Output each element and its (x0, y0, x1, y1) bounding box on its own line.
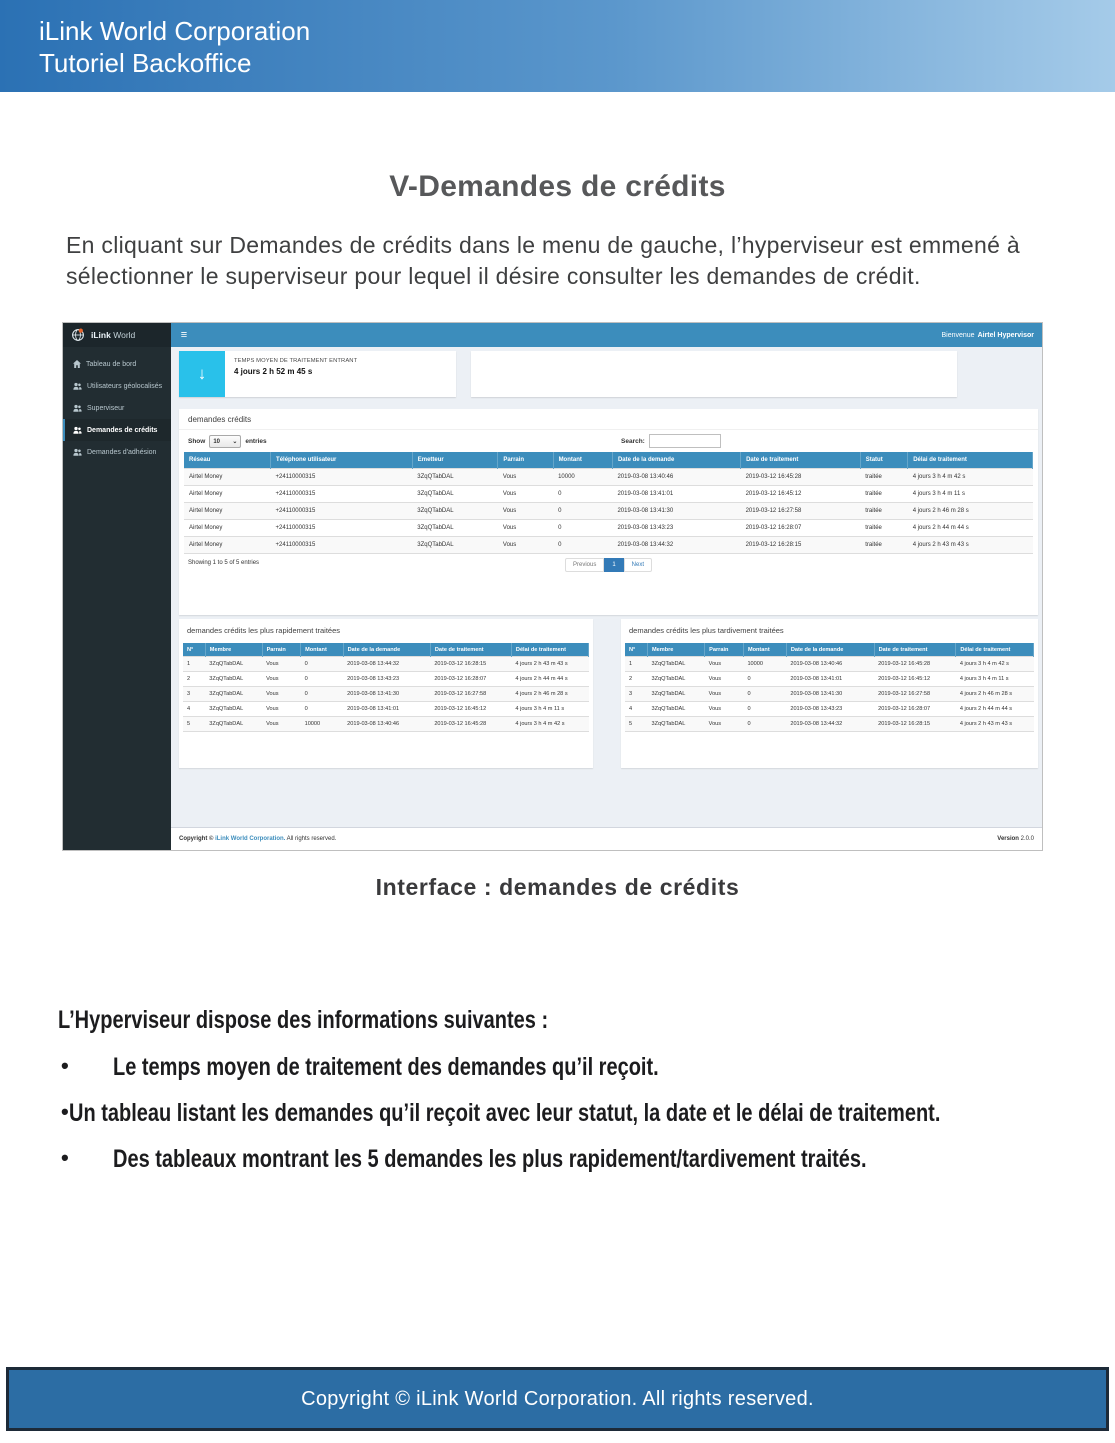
table-cell: 1 (625, 657, 647, 672)
infobox-label: TEMPS MOYEN DE TRAITEMENT ENTRANT (234, 358, 358, 364)
table-cell: 2019-03-12 16:27:58 (741, 503, 861, 520)
document-subtitle: Tutoriel Backoffice (39, 48, 252, 78)
table-cell: 4 jours 2 h 46 m 28 s (956, 687, 1034, 702)
company-name: iLink World Corporation (39, 16, 311, 46)
table-cell: 4 jours 2 h 43 m 43 s (511, 657, 588, 672)
home-icon (73, 360, 81, 368)
table-cell: 2019-03-08 13:40:46 (612, 469, 740, 486)
page-1-button[interactable]: 1 (604, 558, 623, 572)
sidebar-item-label: Superviseur (87, 404, 125, 412)
table-cell: 2019-03-12 16:28:15 (430, 657, 511, 672)
table-cell: Vous (262, 702, 301, 717)
table-cell: 2019-03-12 16:45:12 (741, 486, 861, 503)
table-cell: 0 (553, 503, 612, 520)
users-icon (73, 382, 82, 390)
table-cell: 3ZqQTabDAL (412, 520, 498, 537)
page-title: V-Demandes de crédits (389, 170, 726, 203)
table-cell: Airtel Money (184, 503, 271, 520)
table-cell: 4 jours 3 h 4 m 11 s (511, 702, 588, 717)
table-cell: 3 (625, 687, 647, 702)
bullet-icon: • (61, 1145, 69, 1170)
column-header: Montant (743, 643, 786, 657)
table-cell: Vous (498, 503, 553, 520)
table-row (625, 702, 1034, 717)
bullet-icon: • (61, 1053, 69, 1078)
table-row (184, 537, 1033, 554)
panel-title: demandes crédits les plus tardivement traitées (629, 626, 784, 635)
credit-requests-panel (179, 409, 1038, 615)
table-row (625, 717, 1034, 732)
sidebar-item-demandes-dadhesion[interactable] (63, 441, 171, 463)
table-cell: 0 (301, 702, 344, 717)
sidebar-item-label: Tableau de bord (86, 360, 137, 368)
column-header: Parrain (705, 643, 744, 657)
table-row (183, 672, 589, 687)
table-cell: 4 jours 3 h 4 m 11 s (956, 672, 1034, 687)
table-row (625, 687, 1034, 702)
table-cell: 4 jours 2 h 44 m 44 s (511, 672, 588, 687)
show-label: Show (188, 438, 206, 445)
document-footer (6, 1367, 1109, 1431)
app-copyright: Copyright © iLink World Corporation. All rights reserved. (179, 836, 337, 842)
latest-processed-panel (621, 619, 1038, 768)
avg-processing-time-infobox (179, 351, 456, 397)
intro-paragraph: En cliquant sur Demandes de crédits dans le menu de gauche, l’hyperviseur est emmené à sélectionner le superviseur pour lequel il désire consulter les demandes de crédit. (66, 232, 1020, 289)
pagination (179, 558, 1038, 572)
column-header: Date de la demande (343, 643, 430, 657)
table-cell: 3ZqQTabDAL (205, 717, 262, 732)
entries-select-value: 10 (213, 438, 221, 445)
table-row (184, 469, 1033, 486)
table-cell: 2019-03-08 13:40:46 (786, 657, 874, 672)
backoffice-screenshot (62, 322, 1043, 851)
table-cell: Airtel Money (184, 520, 271, 537)
table-cell: 3 (183, 687, 205, 702)
table-cell: 0 (743, 672, 786, 687)
column-header: N° (183, 643, 205, 657)
table-cell: 2019-03-12 16:27:58 (430, 687, 511, 702)
table-cell: 2019-03-08 13:44:32 (786, 717, 874, 732)
table-cell: 2019-03-08 13:40:46 (343, 717, 430, 732)
table-cell: 2019-03-12 16:28:07 (430, 672, 511, 687)
table-cell: Vous (262, 672, 301, 687)
table-cell: traitée (860, 486, 908, 503)
sidebar-item-label: Demandes de crédits (87, 426, 158, 434)
table-cell: 2019-03-12 16:45:12 (430, 702, 511, 717)
table-cell: 4 jours 3 h 4 m 42 s (511, 717, 588, 732)
table-cell: traitée (860, 503, 908, 520)
app-footer (171, 827, 1042, 850)
table-cell: 2 (625, 672, 647, 687)
table-cell: Vous (705, 702, 744, 717)
column-header[interactable]: Statut (860, 452, 908, 469)
panel-title: demandes crédits (179, 409, 1038, 430)
column-header: N° (625, 643, 647, 657)
table-row (184, 486, 1033, 503)
table-row (183, 702, 589, 717)
credit-requests-table (184, 452, 1033, 554)
table-cell: 2019-03-08 13:43:23 (612, 520, 740, 537)
sidebar-toggle-icon[interactable]: ≡ (180, 329, 188, 341)
infobox-value: 4 jours 2 h 52 m 45 s (234, 367, 313, 376)
column-header: Membre (205, 643, 262, 657)
table-cell: 0 (743, 687, 786, 702)
list-item: • Un tableau listant les demandes qu’il reçoit avec leur statut, la date et le délai de traitement. (58, 1099, 1098, 1128)
next-page-button[interactable]: Next (624, 558, 652, 572)
table-cell: 3ZqQTabDAL (647, 657, 704, 672)
table-cell: 10000 (743, 657, 786, 672)
table-cell: 2019-03-12 16:45:28 (874, 657, 956, 672)
table-cell: 5 (183, 717, 205, 732)
table-cell: Vous (498, 486, 553, 503)
table-cell: traitée (860, 469, 908, 486)
list-item: • Des tableaux montrant les 5 demandes les plus rapidement/tardivement traités. (58, 1145, 1098, 1174)
table-cell: Vous (262, 657, 301, 672)
table-cell: 0 (553, 537, 612, 554)
table-cell: 3ZqQTabDAL (205, 687, 262, 702)
table-row (184, 503, 1033, 520)
table-row (183, 657, 589, 672)
table-cell: Vous (498, 537, 553, 554)
bullet-icon: • (61, 1099, 69, 1124)
search-label: Search: (621, 437, 645, 445)
column-header: Date de traitement (874, 643, 956, 657)
table-cell: 2019-03-08 13:41:30 (786, 687, 874, 702)
table-cell: 0 (301, 657, 344, 672)
fastest-processed-panel (179, 619, 593, 768)
table-cell: 3ZqQTabDAL (412, 503, 498, 520)
table-cell: Vous (705, 672, 744, 687)
showing-entries-text: Showing 1 to 5 of 5 entries (188, 560, 260, 566)
latest-processed-table (625, 643, 1034, 732)
table-cell: Vous (498, 469, 553, 486)
table-cell: 4 jours 2 h 43 m 43 s (956, 717, 1034, 732)
table-cell: Airtel Money (184, 537, 271, 554)
sidebar-item-utilisateurs-geolocalises[interactable] (63, 375, 171, 397)
sidebar-item-label: Utilisateurs géolocalisés (87, 382, 163, 390)
sidebar-item-superviseur[interactable] (63, 397, 171, 419)
table-row (184, 520, 1033, 537)
table-cell: 2019-03-12 16:27:58 (874, 687, 956, 702)
table-cell: 0 (743, 702, 786, 717)
table-cell: 5 (625, 717, 647, 732)
app-logo[interactable] (63, 323, 171, 347)
table-cell: 0 (301, 672, 344, 687)
table-cell: Vous (705, 657, 744, 672)
table-cell: 4 jours 3 h 4 m 42 s (956, 657, 1034, 672)
sidebar (63, 347, 171, 850)
table-cell: Vous (705, 687, 744, 702)
welcome-prefix: Bienvenue (941, 331, 975, 339)
table-cell: +24110000315 (271, 486, 413, 503)
column-header: Parrain (262, 643, 301, 657)
column-header[interactable]: Emetteur (412, 452, 498, 469)
list-item: • Le temps moyen de traitement des demandes qu’il reçoit. (58, 1053, 1098, 1082)
column-header: Date de la demande (786, 643, 874, 657)
sidebar-item-demandes-de-credits[interactable] (63, 419, 171, 441)
table-cell: 3ZqQTabDAL (205, 702, 262, 717)
column-header[interactable]: Délai de traitement (908, 452, 1033, 469)
search-input[interactable] (649, 434, 721, 448)
table-cell: 2019-03-08 13:43:23 (343, 672, 430, 687)
chevron-down-icon: ⌄ (232, 439, 238, 445)
table-cell: 2019-03-12 16:45:28 (430, 717, 511, 732)
entries-label: entries (245, 438, 267, 445)
table-cell: 2019-03-08 13:43:23 (786, 702, 874, 717)
table-row (183, 687, 589, 702)
table-cell: Vous (262, 717, 301, 732)
users-icon (73, 448, 82, 456)
column-header[interactable]: Téléphone utilisateur (271, 452, 413, 469)
table-cell: 0 (743, 717, 786, 732)
table-cell: 2 (183, 672, 205, 687)
previous-page-button[interactable]: Previous (565, 558, 604, 572)
table-cell: 0 (553, 520, 612, 537)
table-cell: traitée (860, 520, 908, 537)
table-cell: 2019-03-08 13:41:01 (343, 702, 430, 717)
table-cell: 2019-03-08 13:44:32 (343, 657, 430, 672)
panel-title: demandes crédits les plus rapidement traitées (187, 626, 340, 635)
users-icon (73, 426, 82, 434)
column-header: Délai de traitement (511, 643, 588, 657)
column-header[interactable]: Réseau (184, 452, 271, 469)
table-cell: 3ZqQTabDAL (412, 469, 498, 486)
table-cell: 2019-03-08 13:41:01 (786, 672, 874, 687)
table-row (183, 717, 589, 732)
table-cell: 3ZqQTabDAL (205, 657, 262, 672)
table-cell: +24110000315 (271, 503, 413, 520)
info-section (58, 1006, 1098, 1191)
table-cell: Airtel Money (184, 486, 271, 503)
column-header[interactable]: Montant (553, 452, 612, 469)
column-header: Montant (301, 643, 344, 657)
table-cell: 4 jours 3 h 4 m 42 s (908, 469, 1033, 486)
column-header: Délai de traitement (956, 643, 1034, 657)
table-cell: 2019-03-12 16:28:15 (874, 717, 956, 732)
info-heading: L’Hyperviseur dispose des informations suivantes : (58, 1006, 549, 1034)
column-header[interactable]: Date de la demande (612, 452, 740, 469)
app-version: Version 2.0.0 (997, 836, 1034, 842)
table-cell: Airtel Money (184, 469, 271, 486)
table-cell: 0 (553, 486, 612, 503)
table-cell: traitée (860, 537, 908, 554)
table-cell: +24110000315 (271, 520, 413, 537)
down-arrow-icon: ↓ (179, 351, 225, 397)
document-header (0, 0, 1115, 92)
table-cell: 4 jours 2 h 46 m 28 s (511, 687, 588, 702)
table-cell: 1 (183, 657, 205, 672)
figure-caption: Interface : demandes de crédits (375, 874, 740, 900)
column-header[interactable]: Parrain (498, 452, 553, 469)
table-cell: 4 jours 2 h 46 m 28 s (908, 503, 1033, 520)
corporation-link[interactable]: iLink World Corporation. (215, 836, 286, 842)
table-cell: 4 (625, 702, 647, 717)
sidebar-item-label: Demandes d'adhésion (87, 448, 157, 456)
table-cell: 3ZqQTabDAL (647, 672, 704, 687)
sidebar-item-tableau-de-bord[interactable] (63, 353, 171, 375)
table-cell: 3ZqQTabDAL (647, 687, 704, 702)
table-cell: 4 (183, 702, 205, 717)
column-header: Date de traitement (430, 643, 511, 657)
users-icon (73, 404, 82, 412)
main-content (171, 347, 1042, 850)
table-cell: 4 jours 2 h 43 m 43 s (908, 537, 1033, 554)
table-cell: 2019-03-12 16:28:07 (874, 702, 956, 717)
welcome-user: Airtel Hypervisor (977, 331, 1034, 339)
table-cell: 4 jours 2 h 44 m 44 s (956, 702, 1034, 717)
table-cell: 0 (301, 687, 344, 702)
table-cell: 4 jours 3 h 4 m 11 s (908, 486, 1033, 503)
table-cell: Vous (498, 520, 553, 537)
table-cell: 2019-03-12 16:28:07 (741, 520, 861, 537)
table-cell: Vous (262, 687, 301, 702)
column-header[interactable]: Date de traitement (741, 452, 861, 469)
table-cell: 10000 (301, 717, 344, 732)
table-cell: +24110000315 (271, 469, 413, 486)
table-cell: 4 jours 2 h 44 m 44 s (908, 520, 1033, 537)
table-cell: 2019-03-08 13:44:32 (612, 537, 740, 554)
entries-select[interactable] (209, 435, 241, 448)
top-navbar (171, 323, 1042, 347)
fastest-processed-table (183, 643, 589, 732)
table-row (625, 672, 1034, 687)
table-cell: 2019-03-08 13:41:30 (343, 687, 430, 702)
table-cell: 2019-03-12 16:28:15 (741, 537, 861, 554)
table-cell: 3ZqQTabDAL (205, 672, 262, 687)
globe-icon (71, 328, 85, 342)
table-cell: 2019-03-08 13:41:30 (612, 503, 740, 520)
table-cell: 2019-03-12 16:45:28 (741, 469, 861, 486)
table-cell: 3ZqQTabDAL (647, 717, 704, 732)
welcome-text (941, 323, 1034, 347)
empty-infobox (471, 351, 957, 397)
table-cell: 3ZqQTabDAL (412, 537, 498, 554)
brand-text: iLink World (91, 330, 136, 340)
table-cell: 2019-03-12 16:45:12 (874, 672, 956, 687)
document-copyright: Copyright © iLink World Corporation. All rights reserved. (301, 1387, 814, 1410)
table-cell: 10000 (553, 469, 612, 486)
table-cell: +24110000315 (271, 537, 413, 554)
table-cell: 3ZqQTabDAL (647, 702, 704, 717)
column-header: Membre (647, 643, 704, 657)
table-cell: 3ZqQTabDAL (412, 486, 498, 503)
table-cell: Vous (705, 717, 744, 732)
table-row (625, 657, 1034, 672)
table-cell: 2019-03-08 13:41:01 (612, 486, 740, 503)
